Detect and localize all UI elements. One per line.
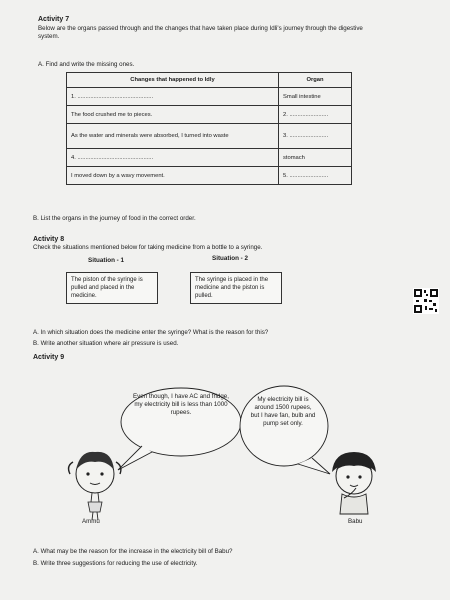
table-cell: 1. ............................................... xyxy=(67,88,279,106)
table-cell: 5. ........................ xyxy=(279,167,352,185)
ammu-illustration xyxy=(60,440,130,522)
activity7-intro: Below are the organs passed through and the changes that have taken place during Idli's journey through the digestive system. xyxy=(38,25,363,40)
situation2-title: Situation - 2 xyxy=(212,255,249,262)
situation1-text: The piston of the syringe is pulled and placed in the medicine. xyxy=(71,277,143,299)
activity9-title: Activity 9 xyxy=(33,354,65,361)
activity7-title: Activity 7 xyxy=(38,16,70,23)
ammu-name: Ammu xyxy=(82,518,100,525)
babu-name: Babu xyxy=(348,518,363,525)
activity8-intro: Check the situations mentioned below for taking medicine from a bottle to a syringe. xyxy=(33,244,263,251)
table-cell: stomach xyxy=(279,149,352,167)
situation1-title: Situation - 1 xyxy=(88,257,125,264)
ammu-speech-text: Even though, I have AC and fridge, my electricity bill is less than 1000 rupees. xyxy=(133,393,229,416)
table-cell: Small intestine xyxy=(279,88,352,106)
activity9-question-b: B. Write three suggestions for reducing the use of electricity. xyxy=(33,560,198,567)
table-header-changes: Changes that happened to Idly xyxy=(67,73,279,88)
table-cell: 4. ............................................... xyxy=(67,149,279,167)
activity7-part-a: A. Find and write the missing ones. xyxy=(38,61,135,68)
activity8-question-a: A. In which situation does the medicine enter the syringe? What is the reason for this? xyxy=(33,329,269,336)
activity9-question-a: A. What may be the reason for the increase in the electricity bill of Babu? xyxy=(33,548,233,555)
table-cell: 3. ........................ xyxy=(279,124,352,149)
table-cell: The food crushed me to pieces. xyxy=(67,106,279,124)
table-cell: I moved down by a wavy movement. xyxy=(67,167,279,185)
activity8-title: Activity 8 xyxy=(33,236,65,243)
babu-speech-text: My electricity bill is around 1500 rupees, but I have fan, bulb and pump set only. xyxy=(250,396,316,427)
situation2-text: The syringe is placed in the medicine and the piston is pulled. xyxy=(195,277,269,299)
activity7-part-b: B. List the organs in the journey of food in the correct order. xyxy=(33,215,196,222)
table-cell: As the water and minerals were absorbed, I turned into waste xyxy=(67,124,279,149)
table-cell: 2. ........................ xyxy=(279,106,352,124)
babu-illustration xyxy=(322,448,384,520)
table-header-organ: Organ xyxy=(279,73,352,88)
activity8-question-b: B. Write another situation where air pressure is used. xyxy=(33,340,179,347)
